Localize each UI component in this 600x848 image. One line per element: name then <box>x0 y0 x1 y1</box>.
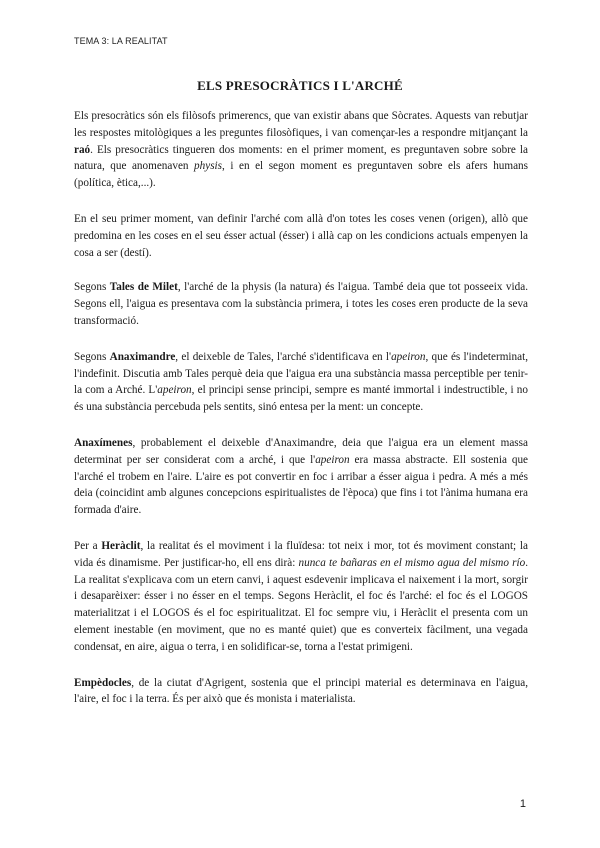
text-run: , la realitat és el moviment i la fluïdesa: tot neix i mor, tot és moviment constant; la vida és dinamisme. Per justificar-ho, ell ens dirà: <box>74 539 528 569</box>
italic-term: apeiron <box>157 384 192 397</box>
italic-term: apeiron <box>315 453 350 466</box>
text-run: , probablement el deixeble d'Anaximandre, deia que l'aigua era un element massa determinat per ser considerat com a arché, i que l' <box>74 436 528 466</box>
text-run: , i en el segon moment es preguntaven sobre els afers humans (política, ètica,...). <box>74 160 528 190</box>
bold-term: Heràclit <box>101 539 141 552</box>
text-run: Segons <box>74 350 110 363</box>
bold-term: Empèdocles <box>74 676 132 689</box>
bold-term: raó <box>74 143 91 156</box>
text-run: Els presocràtics són els filòsofs primerencs, que van existir abans que Sòcrates. Aquests van rebutjar les respostes mitològiques a les preguntes filosòfiques, i van començar-les a respondre mitjançant la <box>74 110 528 139</box>
paragraph-empedocles <box>74 675 528 709</box>
italic-term: physis <box>194 160 223 173</box>
paragraph-anaximenes <box>74 435 528 519</box>
text-run: En el seu primer moment, van definir l'arché com allà d'on totes les coses venen (origen), allò que predomina en les coses en el seu ésser actual (ésser) i allà cap on les condicions actuals empenyen la cosa a ser (destí). <box>74 212 528 259</box>
text-run: . La realitat s'explicava com un etern canvi, i aquest esdevenir implicava el naixement i la mort, sorgir i desaparèixer: ésser i no ésser en el temps. Segons Heràclit, el foc és l'arché: el foc és el LOGOS materialitzat i el LOGOS és el foc espiritualitzat. El foc sempre viu, i Heràclit el presenta com un element inestable (en moviment, que no es manté quiet) que es converteix fàcilment, una vegada condensat, en aire, aigua o terra, i en solidificar-se, torna a l'estat primigeni. <box>74 556 528 653</box>
paragraph-arche-definition <box>74 211 528 261</box>
text-run: . Els presocràtics tingueren dos moments: en el primer moment, es preguntaven sobre sobre la natura, que anomenaven <box>74 143 528 173</box>
text-run: , de la ciutat d'Agrigent, sostenia que el principi material es determinava en l'aigua, l'aire, el foc i la terra. És per això que és monista i materialista. <box>74 676 528 706</box>
bold-term: Anaximandre <box>109 350 176 363</box>
italic-term: apeiron <box>391 350 426 363</box>
paragraph-tales <box>74 279 528 329</box>
paragraph-heraclit <box>74 538 528 656</box>
bold-term: Anaxímenes <box>74 436 133 449</box>
paragraph-anaximandre <box>74 349 528 416</box>
paragraph-intro <box>74 108 528 192</box>
text-run: Per a <box>74 539 102 552</box>
text-run: era massa abstracte. Ell sostenia que l'arché el trobem en l'aire. L'aire es pot convertir en foc i arribar a ésser aigua i pedra. A més a més deia (coincidint amb algunes concepcions espiritualistes de l'època) que fins i tot l'ànima humana era formada d'aire. <box>74 453 529 517</box>
document-body <box>74 108 528 727</box>
running-header: TEMA 3: LA REALITAT <box>74 36 168 46</box>
text-run: Segons <box>74 281 110 294</box>
italic-quote: nunca te bañaras en el mismo agua del mismo río <box>298 556 526 569</box>
page-number: 1 <box>519 798 526 810</box>
bold-term: Tales de Milet <box>109 281 178 294</box>
text-run: , el deixeble de Tales, l'arché s'identificava en l' <box>175 350 392 363</box>
text-run: , l'arché de la physis (la natura) és l'aigua. També deia que tot posseeix vida. Segons ell, l'aigua es presentava com la substància primera, i totes les coses eren producte de la seva transformació. <box>74 281 528 327</box>
page-title: ELS PRESOCRÀTICS I L'ARCHÉ <box>197 78 403 93</box>
text-run: , que és l'indeterminat, l'indefinit. Discutia amb Tales perquè deia que l'aigua era una substància massa perceptible per tenir-la com a Arché. L' <box>74 350 529 397</box>
text-run: , el principi sense principi, sempre es manté immortal i indestructible, i no és una substància percebuda pels sentits, sinó entesa per la ment: un concepte. <box>74 384 528 414</box>
